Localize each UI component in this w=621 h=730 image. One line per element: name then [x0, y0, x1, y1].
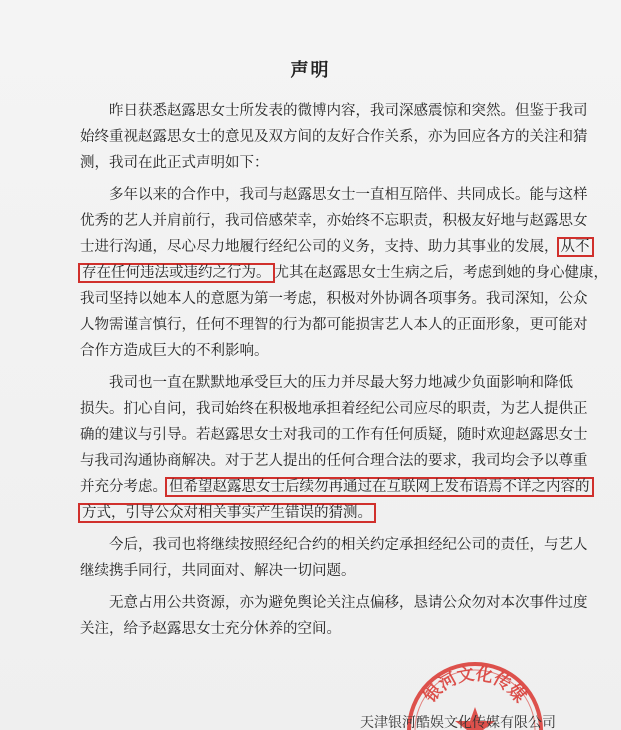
highlighted-text: 从不 [557, 237, 594, 257]
paragraph-3-line-6 [80, 500, 560, 526]
statement-body [80, 98, 608, 642]
text-segment: 士进行沟通，尽心尽力地履行经纪公司的义务，支持、助力其事业的发展， [80, 239, 559, 255]
page-title: 声明 [290, 60, 331, 81]
paragraph-3-line-1: 我司也一直在默默地承受巨大的压力并尽最大努力地减少负面影响和降低 [109, 375, 573, 391]
paragraph-2-line-2: 优秀的艺人并肩前行，我司倍感荣幸，亦始终不忘职责，积极友好地与赵露思女 [80, 213, 588, 229]
highlighted-text: 存在任何违法或违约之行为。 [78, 263, 275, 283]
paragraph-4-line-1: 今后，我司也将继续按照经纪合约的相关约定承担经纪公司的责任，与艺人 [109, 537, 588, 553]
paragraph-2-line-3 [80, 234, 590, 260]
paragraph-2-line-1: 多年以来的合作中，我司与赵露思女士一直相互陪伴、共同成长。能与这样 [109, 187, 588, 203]
paragraph-3-line-4: 与我司沟通协商解决。对于艺人提出的任何合理合法的要求，我司均会予以尊重 [80, 453, 588, 469]
text-segment: 并充分考虑。 [80, 479, 167, 495]
paragraph-1-line-3: 测，我司在此正式声明如下： [80, 155, 269, 171]
paragraph-1-line-1: 昨日获悉赵露思女士所发表的微博内容，我司深感震惊和突然。但鉴于我司 [109, 103, 588, 119]
paragraph-3-line-5 [80, 474, 590, 500]
paragraph-2-line-5: 我司坚持以她本人的意愿为第一考虑，积极对外协调各项事务。我司深知，公众 [80, 291, 588, 307]
paragraph-2-line-7: 合作方造成巨大的不利影响。 [80, 343, 269, 359]
paragraph-5-line-2: 关注，给予赵露思女士充分休养的空间。 [80, 621, 341, 637]
paragraph-4-line-2: 继续携手同行，共同面对、解决一切问题。 [80, 563, 356, 579]
paragraph-3-line-2: 损失。扪心自问，我司始终在积极地承担着经纪公司应尽的职责，为艺人提供正 [80, 401, 588, 417]
paragraph-2-line-6: 人物需谨言慎行，任何不理智的行为都可能损害艺人本人的正面形象，更可能对 [80, 317, 588, 333]
svg-text:银河文化传媒: 银河文化传媒 [420, 664, 530, 707]
highlighted-text: 方式，引导公众对相关事实产生错误的猜测。 [78, 503, 376, 523]
highlighted-text: 但希望赵露思女士后续勿再通过在互联网上发布语焉不详之内容的 [165, 477, 594, 497]
paragraph-5-line-1: 无意占用公共资源，亦为避免舆论关注点偏移，恳请公众勿对本次事件过度 [109, 595, 588, 611]
paragraph-3-line-3: 确的建议与引导。若赵露思女士对我司的工作有任何质疑，随时欢迎赵露思女士 [80, 427, 588, 443]
company-signature: 天津银河酷娱文化传媒有限公司 [360, 715, 556, 730]
paragraph-1-line-2: 始终重视赵露思女士的意见及双方间的友好合作关系，亦为回应各方的关注和猜 [80, 129, 588, 145]
paragraph-2-line-4 [80, 260, 608, 286]
text-segment: 尤其在赵露思女士生病之后，考虑到她的身心健康， [274, 265, 608, 281]
